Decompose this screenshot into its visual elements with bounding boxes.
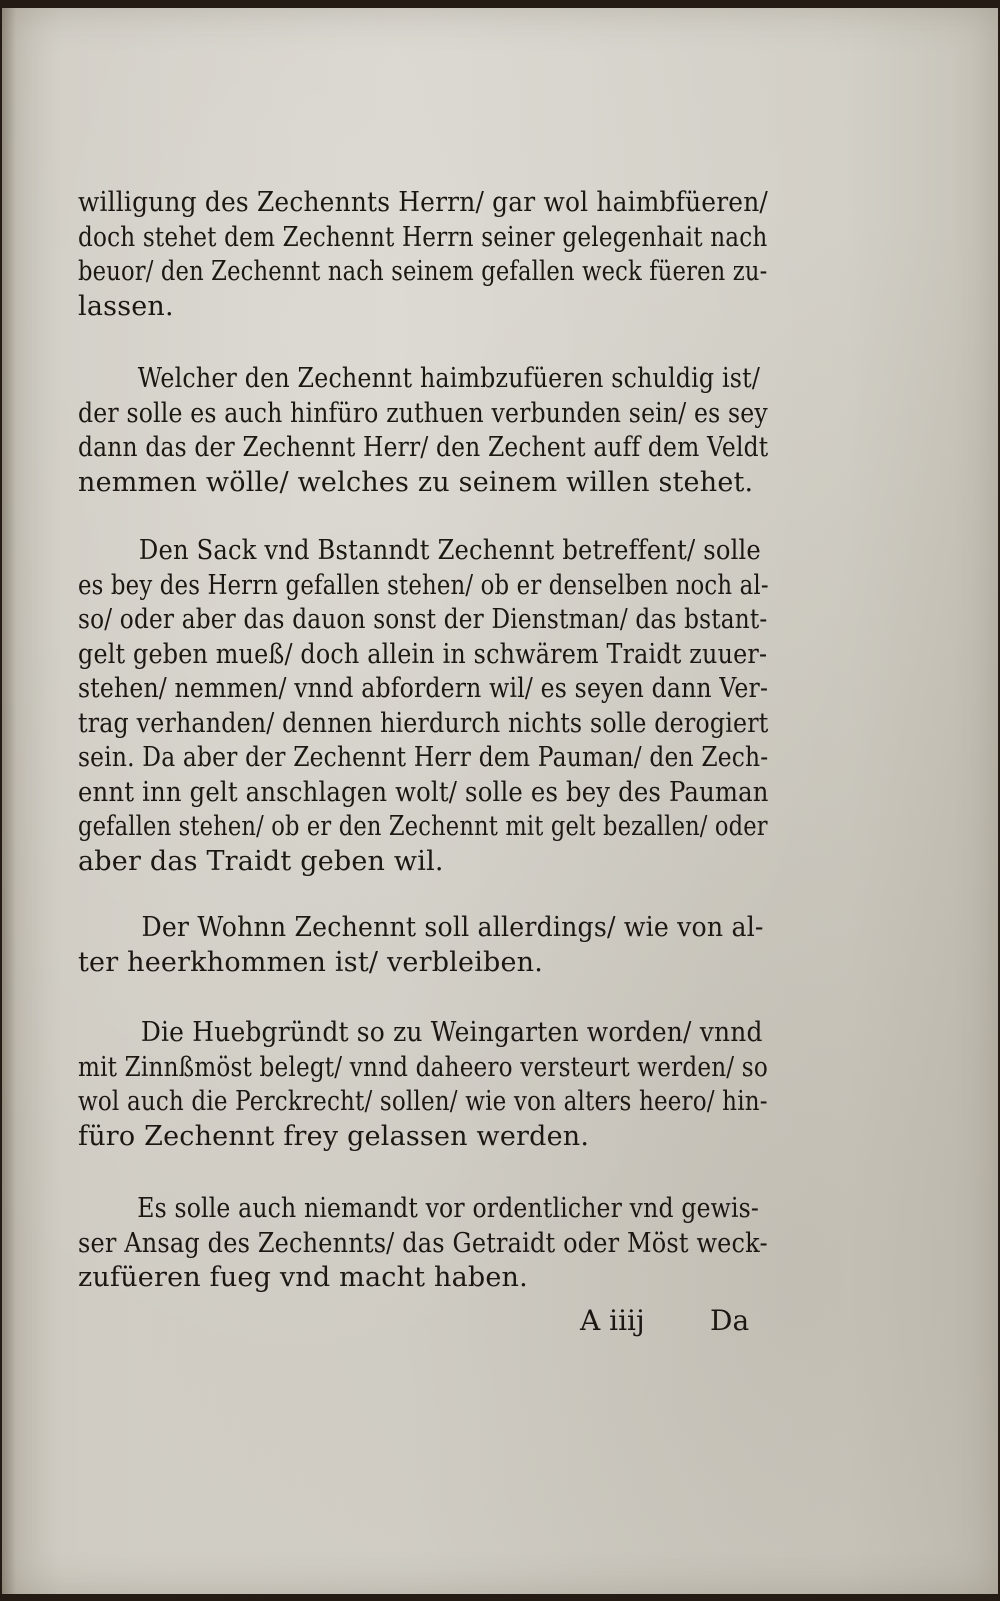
text-line: ennt inn gelt anschlagen wolt/ solle es bey des Pauman: [78, 776, 769, 808]
text-line: Der Wohnn Zechennt soll allerdings/ wie von al-: [141, 912, 764, 943]
paragraph-1: [78, 186, 768, 324]
text-line: füro Zechennt frey gelassen werden.: [78, 1120, 590, 1152]
text-line: sein. Da aber der Zechennt Herr dem Pauman/ den Zech-: [78, 742, 769, 773]
text-line: nemmen wölle/ welches zu seinem willen stehet.: [78, 466, 754, 498]
text-line: so/ oder aber das dauon sonst der Dienstman/ das bstant-: [78, 604, 768, 635]
catchword: Da: [710, 1304, 750, 1337]
book-page: [2, 8, 998, 1594]
text-line: gelt geben mueß/ doch allein in schwärem Traidt zuuer-: [78, 638, 768, 670]
text-line: trag verhanden/ dennen hierdurch nichts solle derogiert: [78, 707, 769, 739]
text-line: Die Huebgründt so zu Weingarten worden/ vnnd: [140, 1017, 763, 1048]
text-line: Welcher den Zechennt haimbzufüeren schuldig ist/: [137, 363, 760, 394]
page-text: [78, 186, 768, 1296]
paragraph-6: [78, 1192, 768, 1296]
page-footer: [2, 1304, 1000, 1344]
spine-shadow: [2, 8, 16, 1594]
signature-mark: A iiij: [580, 1304, 645, 1337]
text-line: der solle es auch hinfüro zuthuen verbunden sein/ es sey: [78, 397, 768, 429]
text-line: es bey des Herrn gefallen stehen/ ob er denselben noch al-: [78, 569, 769, 601]
text-line: Den Sack vnd Bstanndt Zechennt betreffent/ solle: [138, 535, 761, 566]
text-line: stehen/ nemmen/ vnnd abfordern wil/ es seyen dann Ver-: [78, 673, 769, 704]
text-line: wol auch die Perckrecht/ sollen/ wie von alters heero/ hin-: [78, 1086, 768, 1117]
text-line: lassen.: [78, 290, 174, 322]
text-line: willigung des Zechennts Herrn/ gar wol haimbfüeren/: [78, 187, 769, 218]
text-line: dann das der Zechennt Herr/ den Zechent auff dem Veldt: [78, 432, 769, 463]
paragraph-4: [78, 911, 768, 980]
text-line: zufüeren fueg vnd macht haben.: [78, 1262, 528, 1293]
paragraph-2: [78, 362, 768, 500]
text-line: gefallen stehen/ ob er den Zechennt mit gelt bezallen/ oder: [78, 811, 768, 842]
paragraph-3: [78, 534, 768, 879]
text-line: ser Ansag des Zechennts/ das Getraidt oder Möst weck-: [78, 1227, 768, 1259]
text-line: Es solle auch niemandt vor ordentlicher vnd gewis-: [137, 1193, 760, 1224]
paragraph-5: [78, 1016, 768, 1154]
text-line: beuor/ den Zechennt nach seinem gefallen weck füeren zu-: [78, 256, 768, 287]
text-line: mit Zinnßmöst belegt/ vnnd daheero versteurt werden/ so: [78, 1051, 768, 1083]
text-line: doch stehet dem Zechennt Herrn seiner gelegenhait nach: [78, 221, 768, 253]
text-line: aber das Traidt geben wil.: [78, 845, 444, 877]
text-line: ter heerkhommen ist/ verbleiben.: [78, 946, 544, 978]
